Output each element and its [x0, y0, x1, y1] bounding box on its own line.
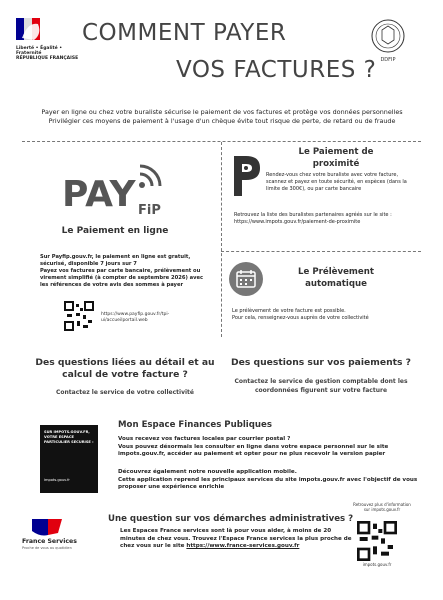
question-calcul-answer: Contactez le service de votre collectivité	[55, 389, 194, 396]
france-services-tagline: Proche de vous au quotidien	[22, 546, 72, 550]
france-services-title: Une question sur vos démarches administratives ?	[108, 514, 354, 524]
payfip-logo-sub: FiP	[138, 203, 161, 218]
prelevement-title: Le Prélèvement automatique	[298, 267, 374, 289]
proximite-logo-icon	[230, 152, 266, 200]
phone-screen-text: SUR IMPOTS.GOUV.FR, VOTRE ESPACE PARTICULIER SECURISE :	[44, 430, 94, 444]
france-services-body: Les Espaces France services sont là pour vous aider, à moins de 20 minutes de chez vous. Trouvez l'Espace France services la plus proche de chez vous sur le site https://www.france-services.gouv.fr	[120, 528, 352, 550]
france-services-label: France Services	[22, 538, 77, 545]
payfip-title: Le Paiement en ligne	[61, 226, 169, 236]
payfip-url-link[interactable]: https://www.payfip.gouv.fr/tpi-ui/accueilportail.web	[101, 312, 170, 323]
france-services-link[interactable]: https://www.france-services.gouv.fr	[186, 543, 300, 550]
question-calcul: Des questions liées au détail et au calcul de votre facture ?	[35, 357, 215, 380]
republique-francaise-label: Liberté • Égalité • Fraternité RÉPUBLIQUE FRANÇAISE	[16, 46, 79, 61]
proximite-body: Rendez-vous chez votre buraliste avec votre facture, scannez et payez en toute sécurité, en espèces (dans la limite de 300€), ou par carte bancaire	[266, 172, 407, 192]
espace-title: Mon Espace Finances Publiques	[118, 420, 272, 430]
qr-code-icon[interactable]	[357, 521, 397, 561]
espace-body: Vous recevez vos factures locales par courrier postal ? Vous pouvez désormais les consulter en ligne dans votre espace personnel sur le site impots.gouv.fr, accéder au paiement et opter pour ne plus recevoir la version papier	[118, 436, 389, 458]
calendar-icon	[229, 262, 263, 296]
qr-code-icon[interactable]	[64, 301, 94, 331]
divider-right	[221, 251, 421, 252]
question-paiements-answer: Contactez le service de gestion comptable dont les coordonnées figurent sur votre facture	[234, 378, 408, 394]
prelevement-body: Le prélèvement de votre facture est possible. Pour cela, renseignez-vous auprès de votre collectivité	[232, 308, 369, 321]
proximite-title: Le Paiement de proximité	[298, 147, 374, 169]
payfip-logo-text: PAY	[62, 174, 136, 215]
payfip-logo-icon	[60, 160, 170, 220]
payfip-body: Sur Payfip.gouv.fr, le paiement en ligne est gratuit, sécurisé, disponible 7 jours sur 7 Payez vos factures par carte bancaire, prélèvement ou virement simplifié (à compter de septembre 2026) avec les références de votre avis des sommes à payer	[40, 254, 204, 288]
proximite-list-link[interactable]: Retrouvez la liste des buralistes partenaires agréés sur le site : https://www.impots.gouv.fr/paiement-de-proximite	[234, 212, 392, 225]
qr-code-url[interactable]: impots.gouv.fr	[362, 562, 392, 567]
espace-app-body: Découvrez également notre nouvelle application mobile. Cette application reprend les principaux services du site impots.gouv.fr avec l'objectif de vous proposer une expérience enrichie	[118, 469, 418, 491]
france-services-logo-icon	[22, 515, 86, 559]
ddfip-seal-icon	[367, 18, 409, 62]
divider-vertical	[221, 142, 222, 337]
phone-screen-site: impots.gouv.fr	[44, 478, 70, 482]
page-title-line2: VOS FACTURES ?	[176, 57, 377, 83]
question-paiements: Des questions sur vos paiements ?	[231, 357, 411, 368]
intro-text: Payer en ligne ou chez votre buraliste sécurise le paiement de vos factures et protège vos données personnelles Privilégier ces moyens de paiement à l'usage d'un chèque évite tout risque de perte, de retard ou de fraude	[41, 108, 403, 125]
page-title-line1: COMMENT PAYER	[82, 20, 287, 46]
ddfip-label: DDFIP	[380, 57, 396, 63]
retrouvez-label: Retrouvez plus d'information sur impots.gouv.fr	[353, 502, 411, 512]
